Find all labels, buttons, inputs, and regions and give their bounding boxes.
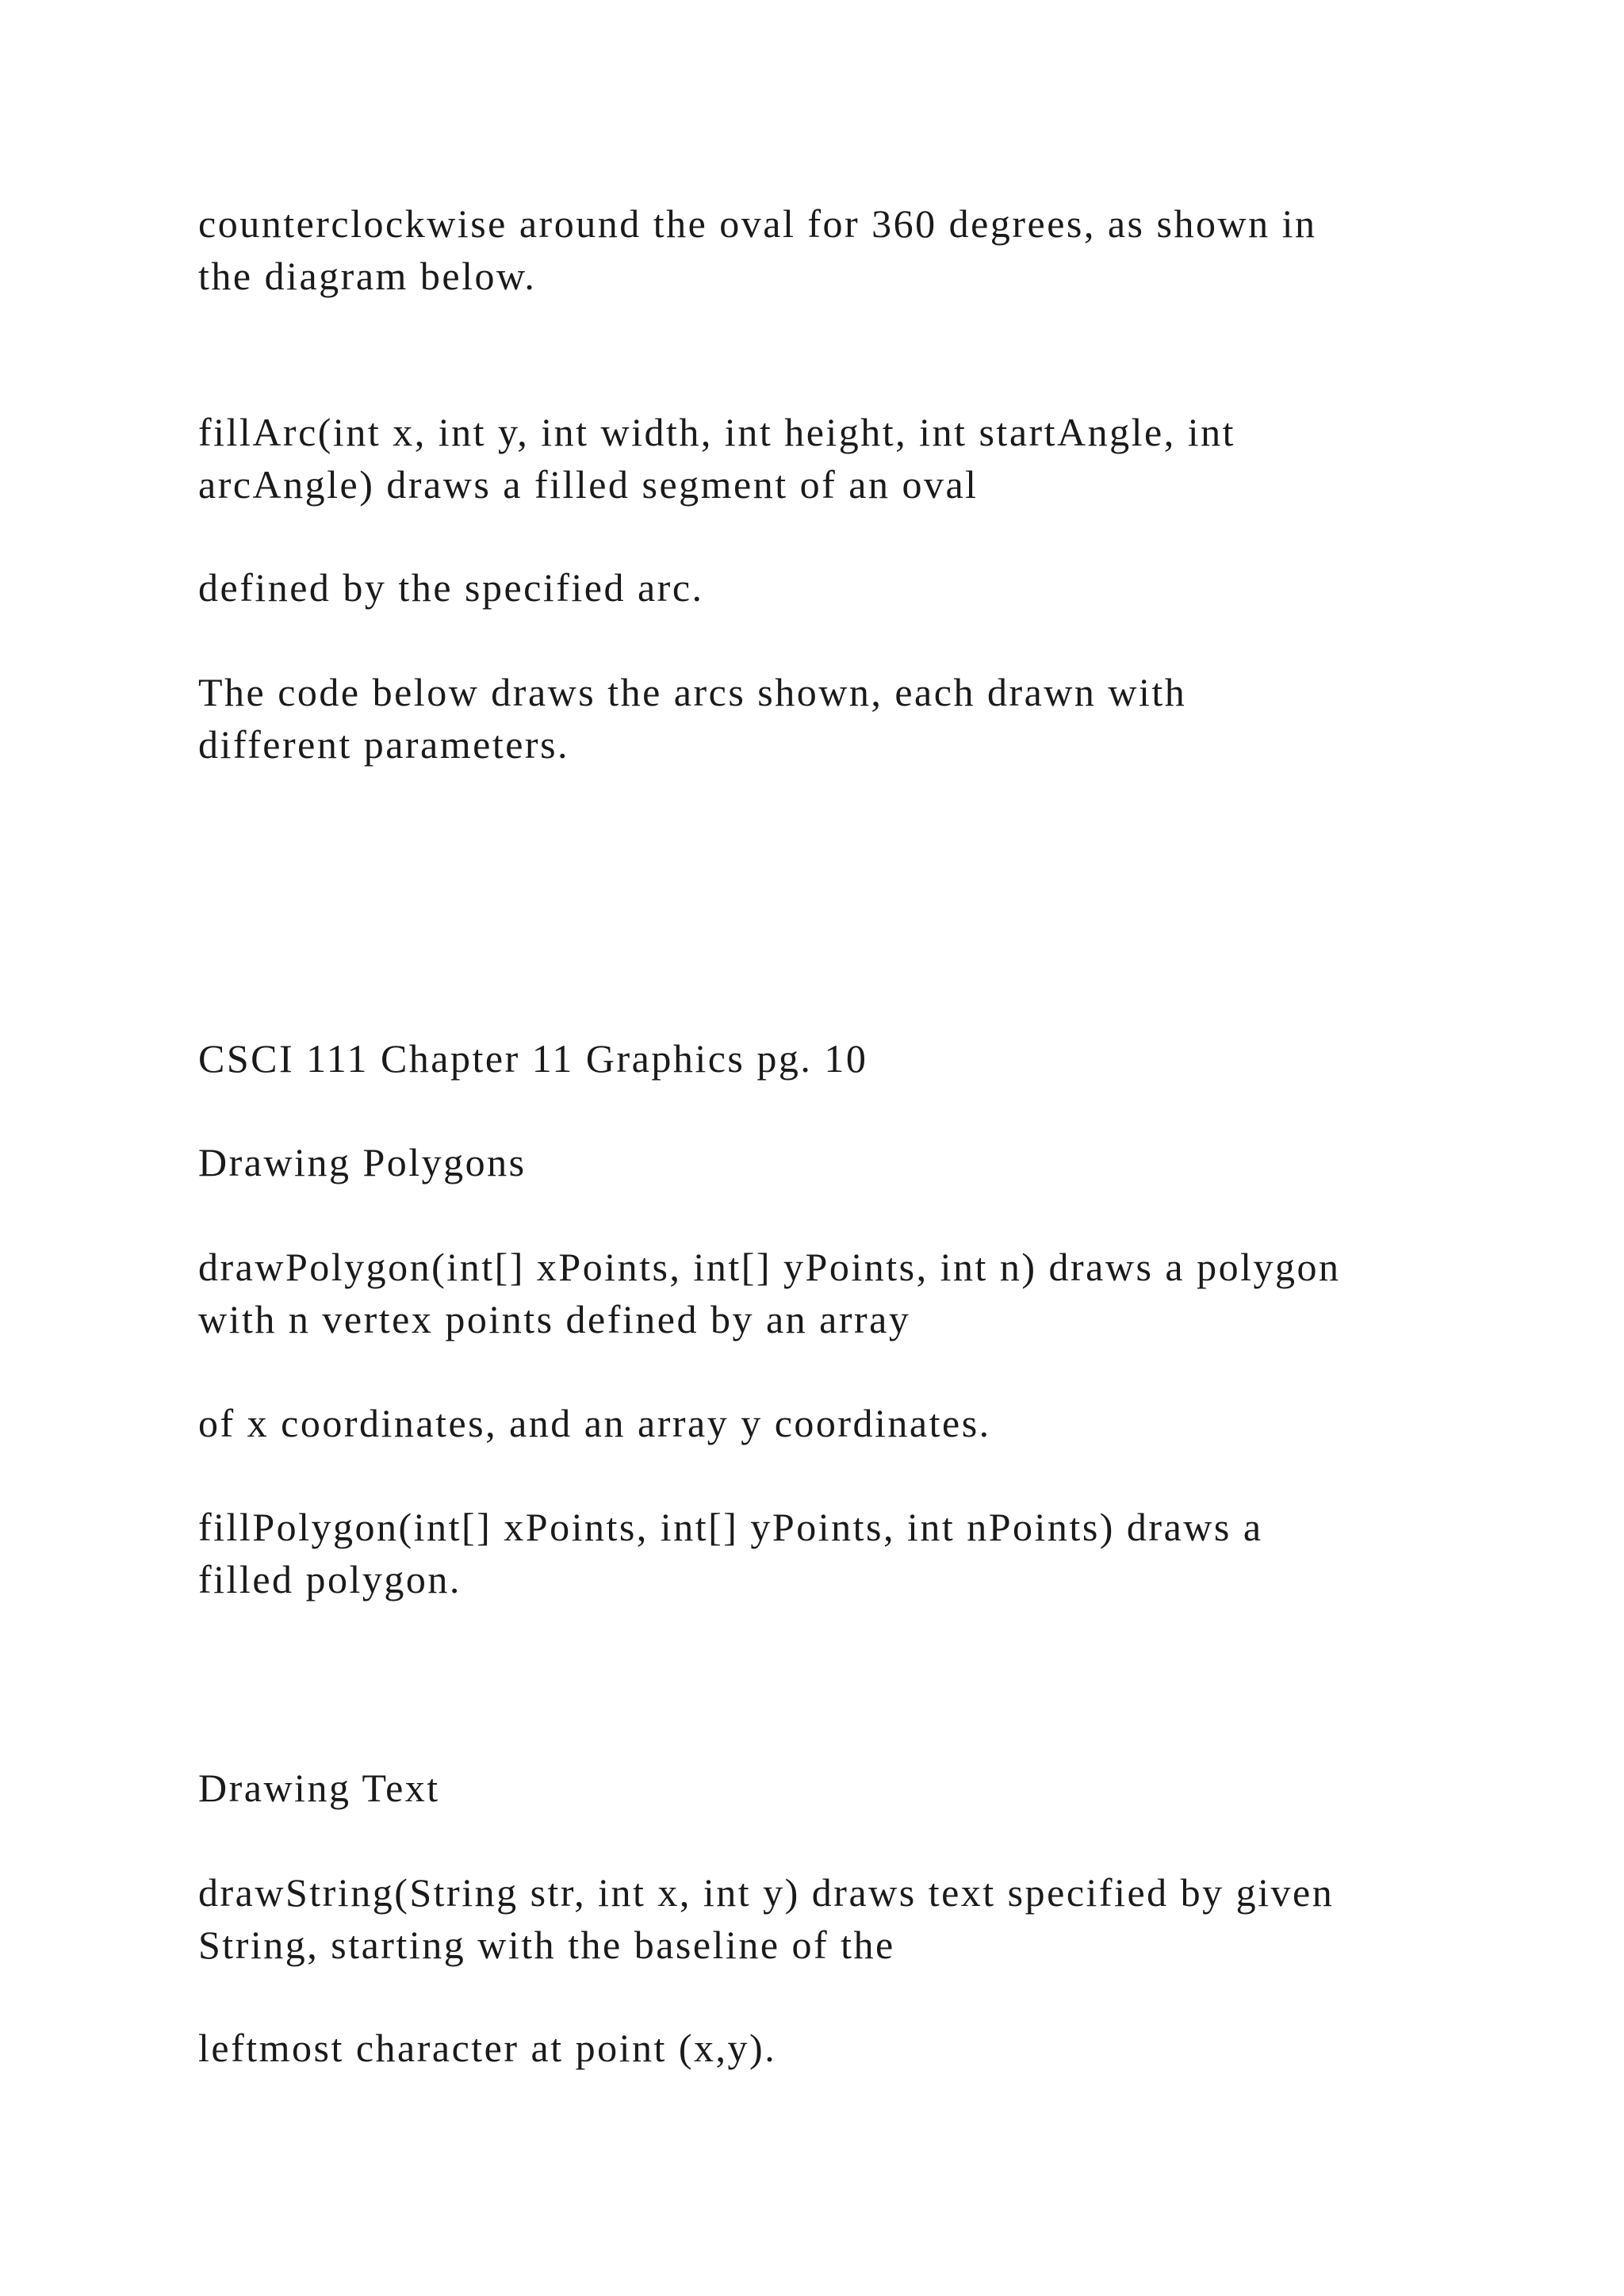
fillpolygon-description: fillPolygon(int[] xPoints, int[] yPoints, int nPoints) draws a: [198, 1505, 1263, 1549]
page-header: CSCI 111 Chapter 11 Graphics pg. 10: [198, 1036, 868, 1081]
arc-code-note: different parameters.: [198, 722, 570, 767]
drawpolygon-description: drawPolygon(int[] xPoints, int[] yPoints, int n) draws a polygon: [198, 1245, 1341, 1289]
drawpolygon-description: with n vertex points defined by an array: [198, 1297, 911, 1341]
drawpolygon-description-continued: of x coordinates, and an array y coordinates.: [198, 1401, 991, 1445]
heading-drawing-polygons: Drawing Polygons: [198, 1140, 527, 1184]
drawstring-description: String, starting with the baseline of the: [198, 1923, 895, 1967]
arc-intro-text: counterclockwise around the oval for 360 degrees, as shown in: [198, 201, 1317, 246]
heading-drawing-text: Drawing Text: [198, 1766, 440, 1810]
drawstring-description: drawString(String str, int x, int y) draws text specified by given: [198, 1870, 1335, 1915]
fillarc-description-continued: defined by the specified arc.: [198, 565, 704, 610]
drawstring-description-continued: leftmost character at point (x,y).: [198, 2026, 777, 2070]
fillarc-description: fillArc(int x, int y, int width, int height, int startAngle, int: [198, 410, 1236, 454]
arc-code-note: The code below draws the arcs shown, each drawn with: [198, 670, 1187, 714]
arc-intro-text: the diagram below.: [198, 254, 537, 298]
fillpolygon-description: filled polygon.: [198, 1557, 462, 1601]
fillarc-description: arcAngle) draws a filled segment of an oval: [198, 462, 979, 507]
